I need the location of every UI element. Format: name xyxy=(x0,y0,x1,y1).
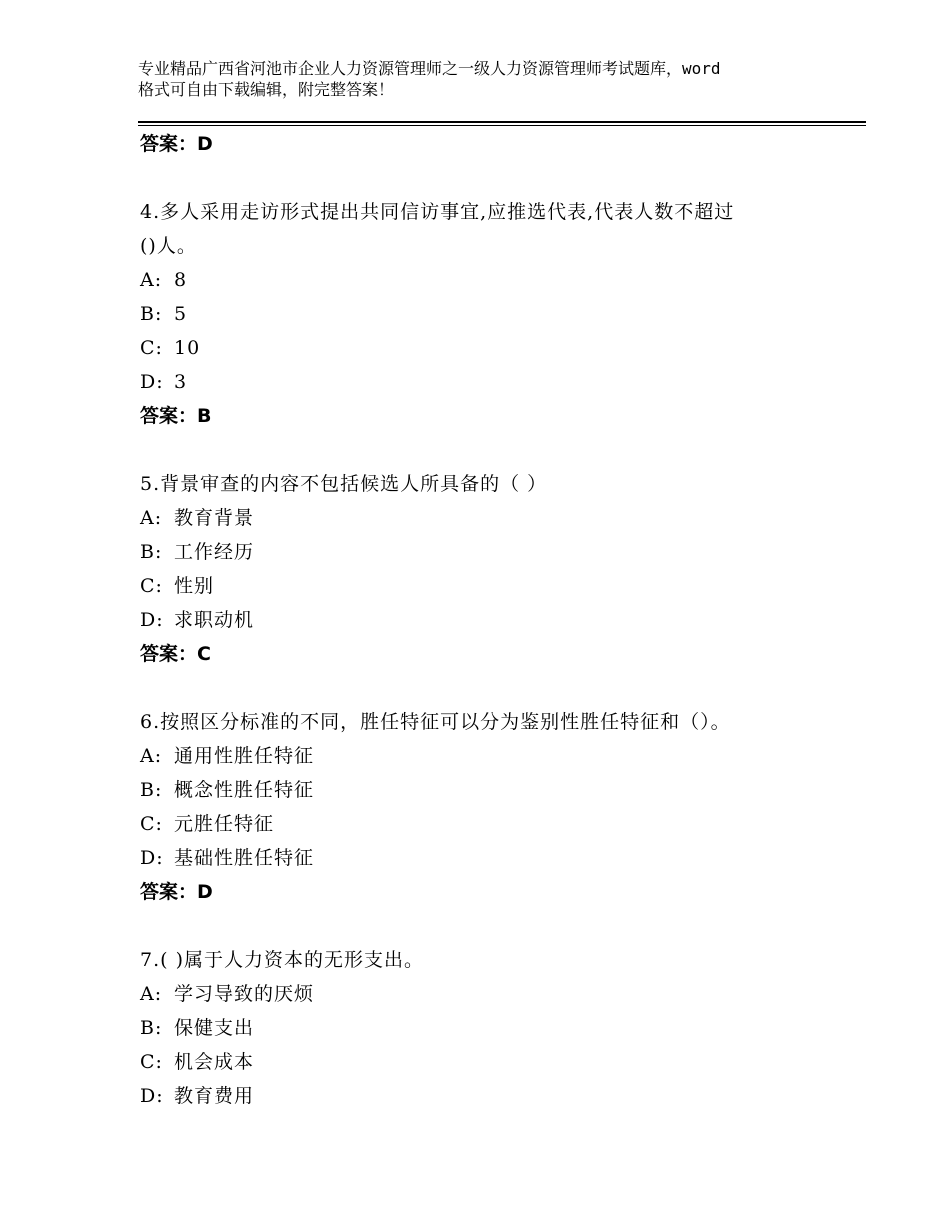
option-text: 学习导致的厌烦 xyxy=(174,983,315,1005)
option-c xyxy=(140,1045,860,1079)
option-text: 10 xyxy=(174,337,201,359)
option-c xyxy=(140,807,860,841)
header-rule-thick xyxy=(138,121,866,123)
option-label: B: xyxy=(140,779,163,801)
header-line-1: 专业精品广西省河池市企业人力资源管理师之一级人力资源管理师考试题库，word xyxy=(138,59,721,78)
question-5 xyxy=(140,467,860,671)
option-b xyxy=(140,535,860,569)
option-b xyxy=(140,1011,860,1045)
option-label: A: xyxy=(140,507,163,529)
question-7 xyxy=(140,943,860,1113)
option-text: 求职动机 xyxy=(174,609,255,631)
option-text: 机会成本 xyxy=(174,1051,255,1073)
option-label: C: xyxy=(140,575,163,597)
option-c xyxy=(140,331,860,365)
option-label: D: xyxy=(140,1085,164,1107)
option-d xyxy=(140,841,860,875)
question-text: 4.多人采用走访形式提出共同信访事宜,应推选代表,代表人数不超过 xyxy=(140,201,735,223)
spacer xyxy=(140,671,860,705)
option-a xyxy=(140,977,860,1011)
answer: 答案：D xyxy=(140,881,213,903)
option-a xyxy=(140,501,860,535)
option-label: A: xyxy=(140,269,163,291)
question-list xyxy=(140,127,860,1113)
option-text: 工作经历 xyxy=(174,541,255,563)
option-text: 8 xyxy=(174,269,188,291)
spacer xyxy=(140,909,860,943)
option-text: 概念性胜任特征 xyxy=(174,779,315,801)
option-text: 教育费用 xyxy=(174,1085,255,1107)
question-text: 5.背景审查的内容不包括候选人所具备的（ ） xyxy=(140,473,548,495)
answer: 答案：C xyxy=(140,643,211,665)
previous-answer: 答案：D xyxy=(140,133,213,155)
option-b xyxy=(140,773,860,807)
spacer xyxy=(140,433,860,467)
question-4 xyxy=(140,195,860,433)
option-label: D: xyxy=(140,609,164,631)
spacer xyxy=(140,161,860,195)
option-a xyxy=(140,739,860,773)
answer: 答案：B xyxy=(140,405,212,427)
option-label: D: xyxy=(140,847,164,869)
question-text-continued: ()人。 xyxy=(140,235,197,257)
page-header xyxy=(138,58,838,100)
question-text: 6.按照区分标准的不同，胜任特征可以分为鉴别性胜任特征和（）。 xyxy=(140,711,731,733)
option-b xyxy=(140,297,860,331)
option-c xyxy=(140,569,860,603)
question-text: 7.( )属于人力资本的无形支出。 xyxy=(140,949,424,971)
option-d xyxy=(140,603,860,637)
option-text: 元胜任特征 xyxy=(174,813,275,835)
option-label: B: xyxy=(140,303,163,325)
option-text: 教育背景 xyxy=(174,507,255,529)
option-label: D: xyxy=(140,371,164,393)
option-label: B: xyxy=(140,1017,163,1039)
question-6 xyxy=(140,705,860,909)
option-label: C: xyxy=(140,337,163,359)
option-label: A: xyxy=(140,745,163,767)
header-line-2: 格式可自由下载编辑，附完整答案！ xyxy=(138,80,395,99)
option-text: 通用性胜任特征 xyxy=(174,745,315,767)
header-rule-thin xyxy=(138,125,866,126)
option-text: 性别 xyxy=(174,575,215,597)
option-text: 基础性胜任特征 xyxy=(174,847,315,869)
option-label: A: xyxy=(140,983,163,1005)
option-d xyxy=(140,1079,860,1113)
option-label: C: xyxy=(140,1051,163,1073)
option-label: B: xyxy=(140,541,163,563)
option-d xyxy=(140,365,860,399)
option-text: 保健支出 xyxy=(174,1017,255,1039)
option-label: C: xyxy=(140,813,163,835)
option-a xyxy=(140,263,860,297)
option-text: 3 xyxy=(174,371,188,393)
option-text: 5 xyxy=(174,303,188,325)
